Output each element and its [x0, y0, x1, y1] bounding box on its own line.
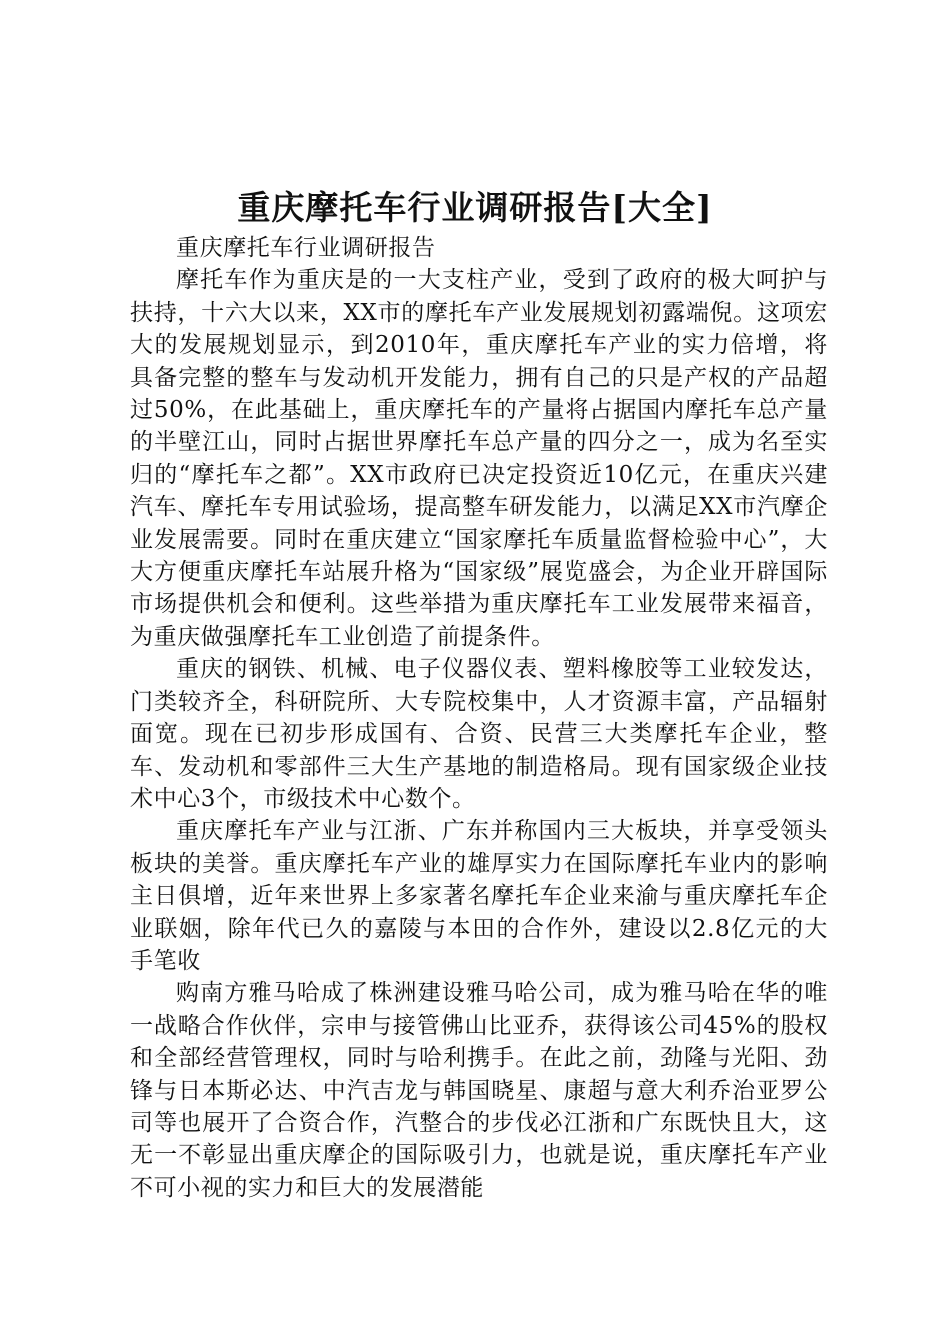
paragraph-2: 重庆的钢铁、机械、电子仪器仪表、塑料橡胶等工业较发达，门类较齐全，科研院所、大专院校集中，人才资源丰富，产品辐射面宽。现在已初步形成国有、合资、民营三大类摩托车企业，整车、发动机和零部件三大生产基地的制造格局。现有国家级企业技术中心3个，市级技术中心数个。 [130, 656, 828, 812]
paragraph-subtitle: 重庆摩托车行业调研报告 [176, 235, 436, 261]
document-title: 重庆摩托车行业调研报告[大全] [237, 188, 713, 227]
paragraph-1: 摩托车作为重庆是的一大支柱产业，受到了政府的极大呵护与扶持，十六大以来，XX市的摩托车产业发展规划初露端倪。这项宏大的发展规划显示，到2010年，重庆摩托车产业的实力倍增，将具备完整的整车与发动机开发能力，拥有自己的只是产权的产品超过50%，在此基础上，重庆摩托车的产量将占据国内摩托车总产量的半壁江山，同时占据世界摩托车总产量的四分之一，成为名至实归的“摩托车之都”。XX市政府已决定投资近10亿元，在重庆兴建汽车、摩托车专用试验场，提高整车研发能力，以满足XX市汽摩企业发展需要。同时在重庆建立“国家摩托车质量监督检验中心”，大大方便重庆摩托车站展升格为“国家级”展览盛会，为企业开辟国际市场提供机会和便利。这些举措为重庆摩托车工业发展带来福音，为重庆做强摩托车工业创造了前提条件。 [130, 267, 828, 650]
paragraph-4: 购南方雅马哈成了株洲建设雅马哈公司，成为雅马哈在华的唯一战略合作伙伴，宗申与接管佛山比亚乔，获得该公司45%的股权和全部经营管理权，同时与哈利携手。在此之前，劲隆与光阳、劲锋与日本斯必达、中汽吉龙与韩国晓星、康超与意大利乔治亚罗公司等也展开了合资合作，汽整合的步伐必江浙和广东既快且大，这无一不彰显出重庆摩企的国际吸引力，也就是说，重庆摩托车产业不可小视的实力和巨大的发展潜能 [130, 980, 828, 1201]
paragraph-3: 重庆摩托车产业与江浙、广东并称国内三大板块，并享受领头板块的美誉。重庆摩托车产业的雄厚实力在国际摩托车业内的影响主日俱增，近年来世界上多家著名摩托车企业来渝与重庆摩托车企业联姻，除年代已久的嘉陵与本田的合作外，建设以2.8亿元的大手笔收 [130, 818, 828, 974]
document-body [130, 232, 828, 1204]
